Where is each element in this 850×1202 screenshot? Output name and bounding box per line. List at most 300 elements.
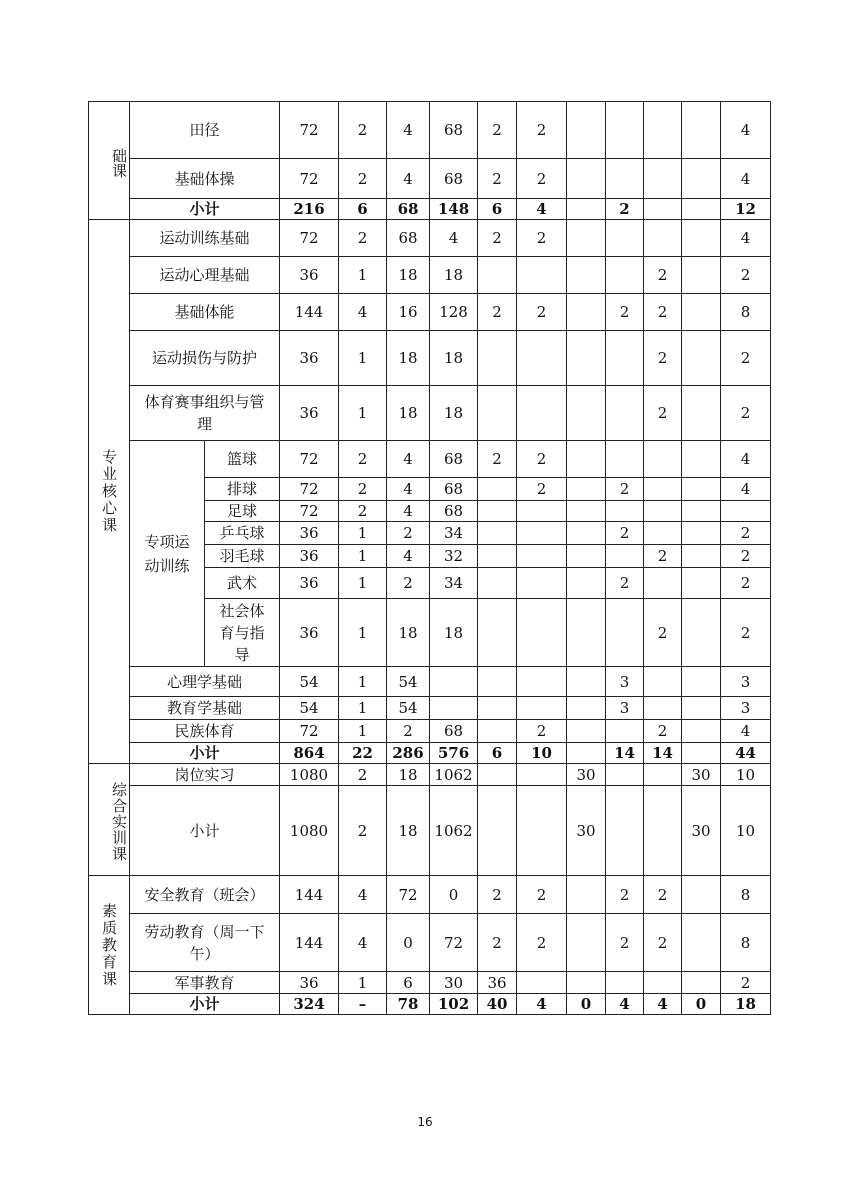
value-cell [682, 568, 721, 599]
value-cell: 2 [387, 720, 430, 743]
value-cell: 2 [721, 386, 771, 441]
value-cell [567, 478, 606, 501]
value-cell: 14 [606, 743, 644, 764]
value-cell: 12 [721, 199, 771, 220]
value-cell: 1 [339, 720, 387, 743]
value-cell [567, 441, 606, 478]
value-cell: 4 [644, 994, 682, 1015]
value-cell: 2 [339, 478, 387, 501]
value-cell: 68 [430, 478, 478, 501]
value-cell [567, 972, 606, 994]
value-cell: 864 [280, 743, 339, 764]
table-row [89, 743, 771, 764]
value-cell: 2 [387, 568, 430, 599]
value-cell [682, 199, 721, 220]
value-cell [644, 478, 682, 501]
value-cell [682, 501, 721, 522]
value-cell [567, 386, 606, 441]
value-cell: 68 [387, 220, 430, 257]
value-cell: 36 [280, 568, 339, 599]
value-cell [567, 159, 606, 199]
value-cell: 68 [430, 441, 478, 478]
value-cell: 2 [478, 441, 517, 478]
value-cell: 2 [721, 331, 771, 386]
value-cell [567, 667, 606, 697]
value-cell [517, 522, 567, 545]
value-cell [567, 876, 606, 914]
value-cell: 18 [387, 386, 430, 441]
value-cell: 128 [430, 294, 478, 331]
value-cell [682, 386, 721, 441]
value-cell: 72 [280, 159, 339, 199]
value-cell: 2 [339, 159, 387, 199]
value-cell [644, 764, 682, 786]
value-cell: 2 [721, 568, 771, 599]
value-cell: 30 [567, 764, 606, 786]
value-cell [517, 331, 567, 386]
value-cell: 8 [721, 876, 771, 914]
value-cell [606, 764, 644, 786]
value-cell: 36 [280, 972, 339, 994]
value-cell: 4 [430, 220, 478, 257]
value-cell: 34 [430, 568, 478, 599]
value-cell [478, 331, 517, 386]
value-cell [478, 545, 517, 568]
value-cell: 40 [478, 994, 517, 1015]
value-cell: 2 [644, 914, 682, 972]
value-cell [644, 568, 682, 599]
value-cell [682, 667, 721, 697]
value-cell: 2 [478, 876, 517, 914]
value-cell: 2 [517, 441, 567, 478]
value-cell: 18 [430, 599, 478, 667]
value-cell: 0 [567, 994, 606, 1015]
value-cell: 1080 [280, 764, 339, 786]
value-cell: 4 [387, 102, 430, 159]
value-cell [606, 386, 644, 441]
value-cell [517, 972, 567, 994]
value-cell: 72 [280, 501, 339, 522]
value-cell [644, 441, 682, 478]
value-cell [478, 764, 517, 786]
value-cell: 8 [721, 294, 771, 331]
value-cell: 148 [430, 199, 478, 220]
value-cell [682, 545, 721, 568]
value-cell: 2 [644, 386, 682, 441]
value-cell: 44 [721, 743, 771, 764]
value-cell [567, 257, 606, 294]
value-cell: 4 [517, 994, 567, 1015]
value-cell [567, 501, 606, 522]
table-row [89, 972, 771, 994]
course-name: 篮球 [205, 441, 280, 478]
course-name: 运动心理基础 [130, 257, 280, 294]
value-cell: 102 [430, 994, 478, 1015]
value-cell [567, 720, 606, 743]
value-cell [682, 522, 721, 545]
subtotal-label: 小计 [130, 743, 280, 764]
table-row [89, 102, 771, 159]
value-cell: 3 [721, 667, 771, 697]
category-comprehensive-training: 综合实训课 [89, 764, 130, 876]
value-cell: 2 [721, 257, 771, 294]
value-cell: 54 [280, 667, 339, 697]
value-cell: 216 [280, 199, 339, 220]
value-cell: 4 [606, 994, 644, 1015]
value-cell: 2 [721, 522, 771, 545]
value-cell [478, 522, 517, 545]
value-cell: 144 [280, 914, 339, 972]
value-cell: 4 [517, 199, 567, 220]
course-name: 足球 [205, 501, 280, 522]
value-cell [430, 667, 478, 697]
value-cell: 4 [721, 102, 771, 159]
value-cell [478, 386, 517, 441]
course-name: 田径 [130, 102, 280, 159]
value-cell [517, 786, 567, 876]
value-cell [517, 257, 567, 294]
table-row [89, 786, 771, 876]
value-cell: 72 [280, 220, 339, 257]
value-cell [682, 441, 721, 478]
value-cell [606, 159, 644, 199]
value-cell: 4 [387, 545, 430, 568]
value-cell: 2 [644, 599, 682, 667]
value-cell [517, 667, 567, 697]
value-cell: 2 [478, 102, 517, 159]
value-cell [606, 972, 644, 994]
value-cell [478, 667, 517, 697]
value-cell: 4 [387, 501, 430, 522]
course-name: 心理学基础 [130, 667, 280, 697]
value-cell: 4 [721, 220, 771, 257]
value-cell: 2 [517, 478, 567, 501]
value-cell [682, 220, 721, 257]
value-cell: 1 [339, 667, 387, 697]
value-cell [478, 786, 517, 876]
course-name: 运动训练基础 [130, 220, 280, 257]
value-cell: 1062 [430, 764, 478, 786]
value-cell [606, 599, 644, 667]
value-cell [567, 914, 606, 972]
value-cell: 2 [644, 545, 682, 568]
course-name: 乒乓球 [205, 522, 280, 545]
value-cell: 36 [280, 522, 339, 545]
value-cell [644, 697, 682, 720]
value-cell [682, 102, 721, 159]
value-cell [567, 220, 606, 257]
course-name: 体育赛事组织与管理 [130, 386, 280, 441]
value-cell: 18 [387, 257, 430, 294]
value-cell [606, 786, 644, 876]
value-cell [682, 599, 721, 667]
value-cell [478, 568, 517, 599]
subtotal-label: 小计 [130, 199, 280, 220]
value-cell: 1 [339, 697, 387, 720]
value-cell: 2 [517, 720, 567, 743]
value-cell: 2 [606, 478, 644, 501]
table-row [89, 441, 771, 478]
value-cell [606, 220, 644, 257]
table-row [89, 220, 771, 257]
course-name: 社会体育与指导 [205, 599, 280, 667]
value-cell: 1 [339, 545, 387, 568]
value-cell: 36 [280, 545, 339, 568]
value-cell: 1080 [280, 786, 339, 876]
course-schedule-table [88, 101, 771, 1015]
value-cell: 8 [721, 914, 771, 972]
value-cell: 2 [517, 294, 567, 331]
value-cell [682, 294, 721, 331]
value-cell: 72 [387, 876, 430, 914]
value-cell: 1062 [430, 786, 478, 876]
value-cell: 4 [721, 441, 771, 478]
course-name: 小计 [130, 786, 280, 876]
value-cell: 4 [339, 914, 387, 972]
value-cell [478, 478, 517, 501]
value-cell: 18 [430, 386, 478, 441]
value-cell: 3 [606, 667, 644, 697]
value-cell [430, 697, 478, 720]
value-cell: 54 [387, 697, 430, 720]
table-row [89, 331, 771, 386]
value-cell: 2 [606, 199, 644, 220]
value-cell: 2 [517, 220, 567, 257]
value-cell: 36 [280, 386, 339, 441]
value-cell: 4 [721, 720, 771, 743]
value-cell: 1 [339, 331, 387, 386]
value-cell: 2 [478, 220, 517, 257]
value-cell: 1 [339, 386, 387, 441]
table-row [89, 720, 771, 743]
value-cell: 2 [478, 294, 517, 331]
value-cell [606, 545, 644, 568]
value-cell: 2 [606, 876, 644, 914]
course-name: 排球 [205, 478, 280, 501]
value-cell [644, 102, 682, 159]
value-cell: 6 [339, 199, 387, 220]
value-cell: 1 [339, 522, 387, 545]
value-cell: 36 [280, 257, 339, 294]
value-cell: 1 [339, 568, 387, 599]
value-cell: 2 [644, 720, 682, 743]
value-cell: 2 [644, 331, 682, 386]
value-cell: 2 [644, 294, 682, 331]
course-name: 军事教育 [130, 972, 280, 994]
value-cell [517, 501, 567, 522]
value-cell: 576 [430, 743, 478, 764]
value-cell [682, 159, 721, 199]
value-cell: 22 [339, 743, 387, 764]
value-cell: 2 [606, 568, 644, 599]
value-cell: 16 [387, 294, 430, 331]
value-cell: 18 [430, 257, 478, 294]
value-cell: 72 [430, 914, 478, 972]
value-cell: 2 [339, 501, 387, 522]
category-quality-education: 素质教育课 [89, 876, 130, 1015]
value-cell: 144 [280, 294, 339, 331]
value-cell: 14 [644, 743, 682, 764]
value-cell: 2 [478, 914, 517, 972]
value-cell [567, 199, 606, 220]
course-name: 运动损伤与防护 [130, 331, 280, 386]
value-cell: 30 [682, 764, 721, 786]
value-cell: 4 [721, 159, 771, 199]
table-row [89, 914, 771, 972]
value-cell: 2 [606, 522, 644, 545]
value-cell: 6 [387, 972, 430, 994]
course-name: 教育学基础 [130, 697, 280, 720]
value-cell [606, 720, 644, 743]
value-cell: 72 [280, 720, 339, 743]
value-cell [606, 331, 644, 386]
value-cell [478, 720, 517, 743]
value-cell: 78 [387, 994, 430, 1015]
value-cell [644, 972, 682, 994]
value-cell: 2 [339, 764, 387, 786]
value-cell: 286 [387, 743, 430, 764]
value-cell: 6 [478, 199, 517, 220]
value-cell: 2 [339, 786, 387, 876]
value-cell: 36 [280, 599, 339, 667]
course-name: 羽毛球 [205, 545, 280, 568]
value-cell: 1 [339, 599, 387, 667]
value-cell [567, 568, 606, 599]
value-cell: 18 [430, 331, 478, 386]
value-cell: 3 [721, 697, 771, 720]
table-row [89, 199, 771, 220]
value-cell: 2 [517, 102, 567, 159]
value-cell [682, 876, 721, 914]
value-cell [682, 743, 721, 764]
value-cell: 2 [339, 220, 387, 257]
value-cell [567, 697, 606, 720]
table-row [89, 386, 771, 441]
page-number: 16 [417, 1115, 433, 1129]
value-cell: 18 [387, 764, 430, 786]
value-cell: 2 [606, 294, 644, 331]
value-cell: 2 [721, 972, 771, 994]
course-name: 安全教育（班会） [130, 876, 280, 914]
value-cell [682, 697, 721, 720]
value-cell: 2 [721, 545, 771, 568]
table-row [89, 159, 771, 199]
value-cell [567, 599, 606, 667]
value-cell: 68 [430, 102, 478, 159]
value-cell: 1 [339, 972, 387, 994]
value-cell: 10 [517, 743, 567, 764]
value-cell [606, 102, 644, 159]
value-cell [606, 501, 644, 522]
value-cell [682, 257, 721, 294]
value-cell: 0 [682, 994, 721, 1015]
value-cell: 34 [430, 522, 478, 545]
value-cell [567, 102, 606, 159]
value-cell: 18 [387, 786, 430, 876]
value-cell [567, 294, 606, 331]
value-cell: – [339, 994, 387, 1015]
value-cell [644, 786, 682, 876]
value-cell: 2 [517, 159, 567, 199]
value-cell [517, 545, 567, 568]
table-row [89, 667, 771, 697]
category-professional-core: 专业核心课 [89, 220, 130, 764]
value-cell [567, 545, 606, 568]
value-cell: 2 [721, 599, 771, 667]
value-cell: 68 [387, 199, 430, 220]
value-cell [606, 257, 644, 294]
value-cell: 2 [606, 914, 644, 972]
value-cell: 4 [721, 478, 771, 501]
value-cell [644, 667, 682, 697]
value-cell: 18 [721, 994, 771, 1015]
value-cell [606, 441, 644, 478]
value-cell: 4 [387, 159, 430, 199]
value-cell [517, 599, 567, 667]
value-cell [567, 522, 606, 545]
value-cell: 0 [430, 876, 478, 914]
value-cell: 10 [721, 764, 771, 786]
value-cell: 1 [339, 257, 387, 294]
value-cell [478, 257, 517, 294]
course-name: 基础体能 [130, 294, 280, 331]
value-cell [567, 331, 606, 386]
value-cell: 18 [387, 599, 430, 667]
value-cell: 4 [387, 441, 430, 478]
value-cell: 36 [280, 331, 339, 386]
value-cell: 30 [567, 786, 606, 876]
value-cell: 54 [387, 667, 430, 697]
value-cell: 68 [430, 159, 478, 199]
subtotal-label: 小计 [130, 994, 280, 1015]
value-cell: 68 [430, 720, 478, 743]
value-cell [644, 522, 682, 545]
value-cell [682, 914, 721, 972]
value-cell: 30 [682, 786, 721, 876]
category-specialized-sports: 专项运动训练 [130, 441, 205, 667]
value-cell: 72 [280, 441, 339, 478]
value-cell: 30 [430, 972, 478, 994]
value-cell: 144 [280, 876, 339, 914]
table-row [89, 994, 771, 1015]
value-cell: 0 [387, 914, 430, 972]
value-cell [644, 501, 682, 522]
course-name: 基础体操 [130, 159, 280, 199]
value-cell [517, 697, 567, 720]
value-cell [644, 199, 682, 220]
table-row [89, 257, 771, 294]
value-cell: 32 [430, 545, 478, 568]
value-cell [682, 720, 721, 743]
value-cell [517, 568, 567, 599]
value-cell: 2 [387, 522, 430, 545]
value-cell [567, 743, 606, 764]
course-name: 武术 [205, 568, 280, 599]
value-cell: 72 [280, 478, 339, 501]
value-cell: 72 [280, 102, 339, 159]
table-body [89, 102, 771, 1015]
value-cell [478, 599, 517, 667]
value-cell [478, 697, 517, 720]
value-cell [682, 331, 721, 386]
value-cell [517, 386, 567, 441]
value-cell: 18 [387, 331, 430, 386]
value-cell [478, 501, 517, 522]
value-cell: 6 [478, 743, 517, 764]
value-cell [517, 764, 567, 786]
value-cell [721, 501, 771, 522]
table-row [89, 697, 771, 720]
